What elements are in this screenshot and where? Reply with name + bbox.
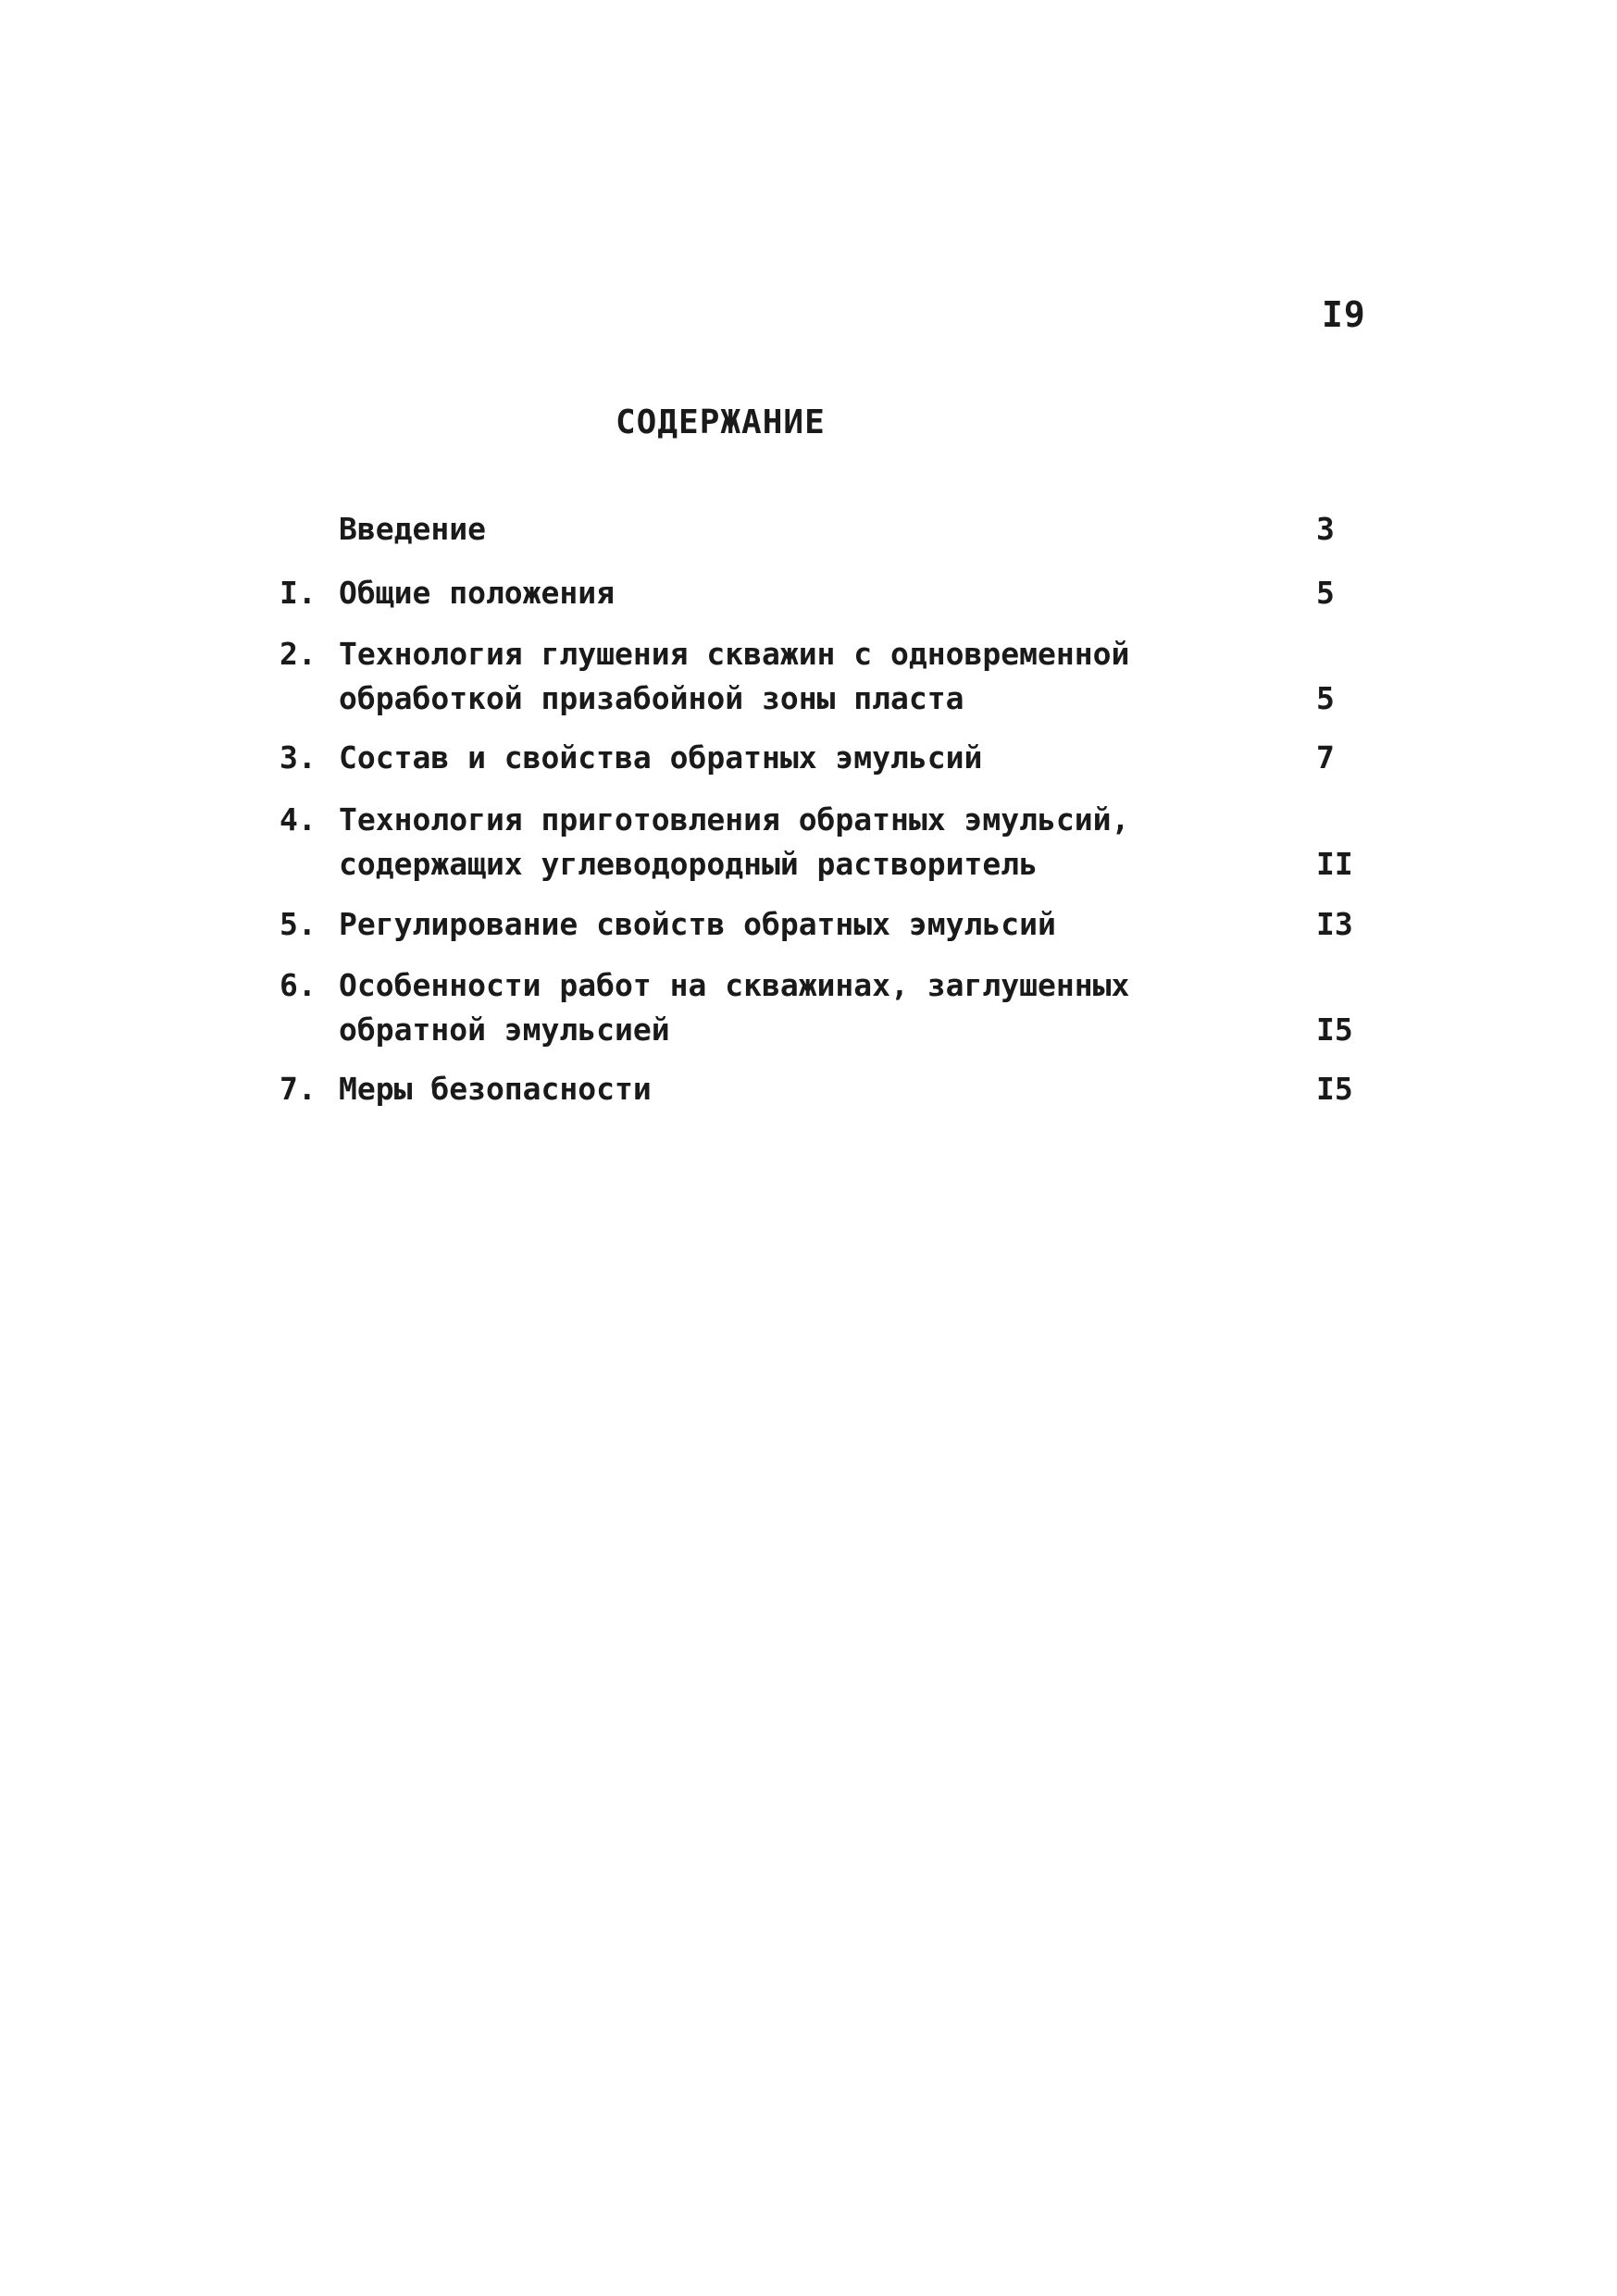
toc-entry-title-line: обратной эмульсией [339, 1011, 670, 1048]
toc-entry [0, 507, 1617, 552]
toc-entry-number: 6. [280, 967, 317, 1003]
toc-entry [0, 632, 1617, 721]
toc-entry-title-line: Состав и свойства обратных эмульсий [339, 739, 983, 776]
toc-entry [0, 798, 1617, 887]
toc-entry-title-line: обработкой призабойной зоны пласта [339, 680, 964, 716]
toc-entry [0, 736, 1617, 780]
toc-entry-title [339, 571, 1264, 615]
toc-entry-page: II [1316, 846, 1353, 882]
toc-entry-title-line: Введение [339, 511, 486, 547]
page-number: I9 [1322, 294, 1366, 335]
toc-entry [0, 571, 1617, 615]
toc-entry-title-line: Особенности работ на скважинах, заглушенных [339, 967, 1130, 1003]
toc-entry-page: 7 [1316, 739, 1335, 776]
toc-entry-title [339, 632, 1264, 721]
toc-entry-number: 3. [280, 739, 317, 776]
toc-entry-number: 2. [280, 636, 317, 672]
toc-entry-page: I5 [1316, 1011, 1353, 1048]
toc-entry-title-line: Регулирование свойств обратных эмульсий [339, 906, 1056, 942]
toc-entry-title [339, 963, 1264, 1052]
toc-entry-number: 5. [280, 906, 317, 942]
toc-entry-title [339, 507, 1264, 552]
toc-entry-number: 7. [280, 1071, 317, 1107]
toc-entry-title [339, 736, 1264, 780]
toc-entry-title [339, 798, 1264, 887]
toc-entry-page: I3 [1316, 906, 1353, 942]
toc-entry-page: I5 [1316, 1071, 1353, 1107]
toc-entry-title-line: Общие положения [339, 575, 616, 611]
toc-entry-number: 4. [280, 801, 317, 838]
toc-entry-number: I. [280, 575, 317, 611]
toc-entry-page: 5 [1316, 575, 1335, 611]
toc-entry-title [339, 1067, 1264, 1111]
toc-entry-title-line: Меры безопасности [339, 1071, 652, 1107]
toc-entry-title-line: Технология глушения скважин с одновременной [339, 636, 1130, 672]
toc-entry [0, 1067, 1617, 1111]
toc-title: СОДЕРЖАНИЕ [616, 403, 826, 441]
toc-entry [0, 902, 1617, 947]
toc-entry-page: 3 [1316, 511, 1335, 547]
toc-entry-page: 5 [1316, 680, 1335, 716]
toc-entry-title [339, 902, 1264, 947]
toc-entry [0, 963, 1617, 1052]
toc-entry-title-line: содержащих углеводородный растворитель [339, 846, 1038, 882]
toc-entry-title-line: Технология приготовления обратных эмульсий, [339, 801, 1130, 838]
